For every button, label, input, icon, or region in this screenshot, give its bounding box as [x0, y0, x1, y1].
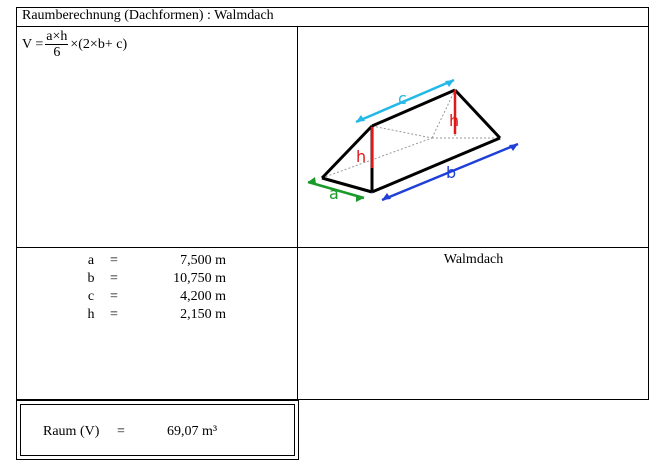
formula-denominator: 6 — [53, 45, 61, 60]
page-title: Raumberechnung (Dachformen) : Walmdach — [22, 8, 274, 23]
volume-formula — [22, 30, 127, 60]
value-number: 2,150 m — [180, 307, 226, 322]
value-equals: = — [110, 307, 118, 322]
value-label: b — [87, 271, 95, 286]
label-h-right: h — [449, 111, 460, 130]
result-label: Raum (V) — [43, 424, 100, 439]
formula-fraction — [45, 30, 68, 60]
visible-edges — [322, 90, 500, 192]
input-values — [80, 252, 226, 324]
label-a: a — [329, 184, 339, 203]
value-equals: = — [110, 271, 118, 286]
hidden-edges — [322, 90, 500, 178]
value-equals: = — [110, 253, 118, 268]
title-divider — [16, 26, 649, 27]
shape-name: Walmdach — [443, 252, 504, 267]
dimension-c — [356, 80, 454, 122]
value-number: 7,500 m — [180, 253, 226, 268]
value-row — [80, 270, 226, 288]
value-label: c — [87, 289, 95, 304]
value-number: 10,750 m — [173, 271, 226, 286]
result-value: 69,07 m³ — [167, 424, 218, 439]
formula-rhs: ×(2×b+ c) — [70, 37, 128, 52]
value-row — [80, 288, 226, 306]
result-box — [16, 400, 299, 460]
label-c: c — [398, 89, 407, 108]
result-inner — [20, 404, 295, 456]
label-h-left: h — [356, 147, 367, 166]
value-row — [80, 306, 226, 324]
result-equals: = — [117, 424, 125, 439]
label-b: b — [446, 163, 457, 182]
value-equals: = — [110, 289, 118, 304]
value-label: a — [87, 253, 95, 268]
value-row — [80, 252, 226, 270]
formula-lhs: V = — [22, 37, 44, 52]
dimension-h — [356, 90, 459, 168]
hip-roof-diagram — [298, 60, 538, 220]
value-number: 4,200 m — [180, 289, 226, 304]
row-divider — [16, 247, 649, 248]
value-label: h — [87, 307, 95, 322]
formula-numerator: a×h — [46, 29, 68, 44]
dimension-b — [382, 144, 518, 200]
